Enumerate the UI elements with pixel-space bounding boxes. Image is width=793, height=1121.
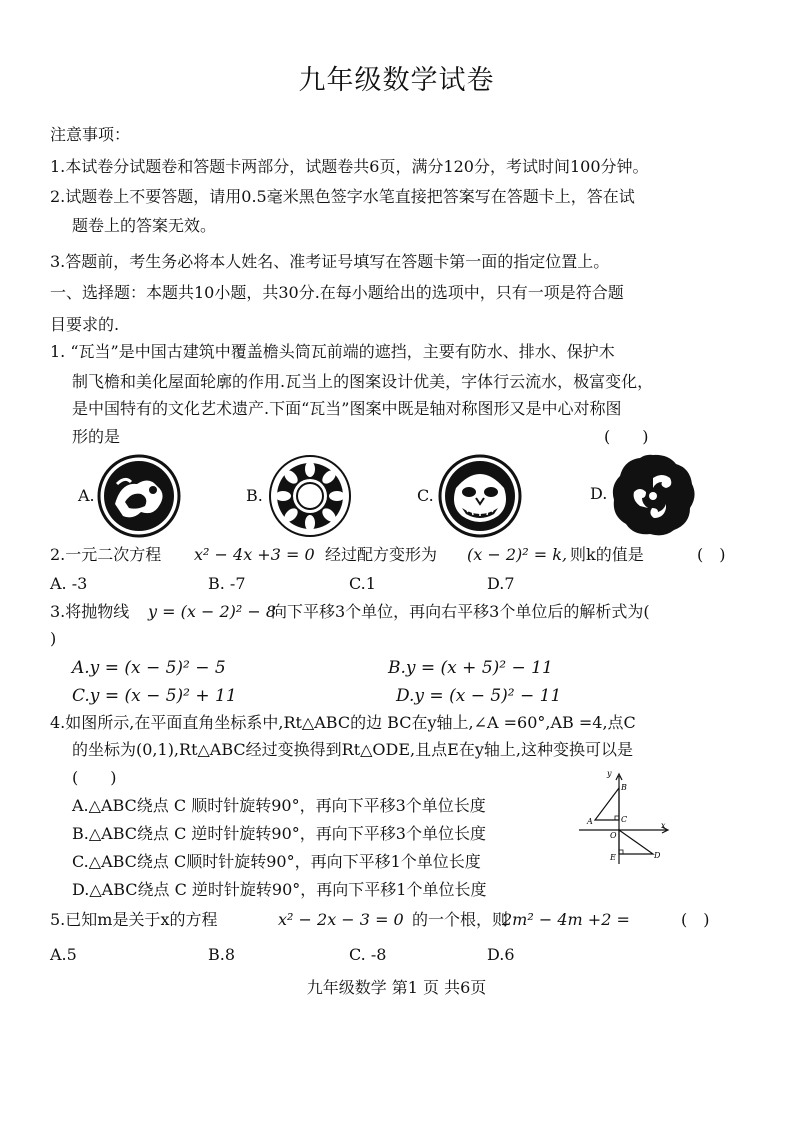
section-heading-cont: 目要求的. — [50, 315, 120, 334]
q2-answer-blank: ( ) — [697, 545, 726, 564]
section-heading: 一、选择题：本题共10小题，共30分.在每小题给出的选项中，只有一项是符合题 — [50, 283, 624, 302]
q1-option-b-label: B. — [246, 486, 263, 505]
q3-equation: y = (x − 2)² − 8 — [148, 602, 277, 621]
q3-suffix: 向下平移3个单位，再向右平移3个单位后的解析式为( — [271, 602, 650, 621]
q1-answer-blank: ( ) — [604, 427, 649, 446]
tile-c-image — [438, 454, 522, 538]
q2-option-a: A. -3 — [50, 574, 88, 593]
q5-option-c: C. -8 — [349, 945, 387, 964]
label-o: O — [610, 831, 617, 840]
label-b: B — [621, 783, 627, 792]
label-e: E — [610, 853, 616, 862]
q1-line-2: 制飞檐和美化屋面轮廓的作用.瓦当上的图案设计优美，字体行云流水，极富变化， — [72, 372, 654, 391]
tile-a-image — [97, 454, 181, 538]
notice-item-2-cont: 题卷上的答案无效。 — [72, 216, 217, 235]
q4-answer-blank: ( ) — [72, 768, 117, 787]
q2-equation-2: (x − 2)² = k, — [467, 545, 568, 564]
q3-prefix: 3.将抛物线 — [50, 602, 130, 621]
q4-line-2: 的坐标为(0,1),Rt△ABC经过变换得到Rt△ODE,且点E在y轴上,这种变换可以是 — [72, 740, 633, 759]
q4-option-d: D.△ABC绕点 C 逆时针旋转90°，再向下平移1个单位长度 — [72, 880, 487, 899]
q5-answer-blank: ( ) — [681, 910, 710, 929]
q2-option-d: D.7 — [487, 574, 515, 593]
q5-expression: 2m² − 4m +2 = — [502, 910, 630, 929]
q4-option-c: C.△ABC绕点 C顺时针旋转90°，再向下平移1个单位长度 — [72, 852, 481, 871]
q1-line-3: 是中国特有的文化艺术遗产.下面“瓦当”图案中既是轴对称图形又是中心对称图 — [72, 399, 622, 418]
label-y: y — [607, 769, 612, 778]
q3-suffix-cont: ) — [50, 629, 57, 648]
tile-b-image — [268, 454, 352, 538]
q2-prefix: 2.一元二次方程 — [50, 545, 162, 564]
q3-option-b: B.y = (x + 5)² − 11 — [388, 658, 553, 678]
notice-item-3: 3.答题前，考生务必将本人姓名、准考证号填写在答题卡第一面的指定位置上。 — [50, 252, 610, 271]
q3-option-d: D.y = (x − 5)² − 11 — [396, 686, 562, 706]
q2-suffix: 则k的值是 — [570, 545, 644, 564]
q2-mid: 经过配方变形为 — [325, 545, 438, 564]
notice-item-2: 2.试题卷上不要答题，请用0.5毫米黑色签字水笔直接把答案写在答题卡上，答在试 — [50, 187, 635, 206]
q5-option-d: D.6 — [487, 945, 515, 964]
triangle-abc — [595, 788, 619, 820]
q1-option-a-label: A. — [78, 486, 95, 505]
notice-item-1: 1.本试卷分试题卷和答题卡两部分，试题卷共6页，满分120分，考试时间100分钟。 — [50, 157, 649, 176]
tile-d-image — [610, 452, 696, 538]
page-title: 九年级数学试卷 — [298, 65, 495, 96]
page-footer: 九年级数学 第1 页 共6页 — [306, 978, 487, 997]
q5-option-a: A.5 — [50, 945, 77, 964]
label-d: D — [654, 851, 661, 860]
q3-option-a: A.y = (x − 5)² − 5 — [72, 658, 226, 678]
notice-heading: 注意事项： — [50, 125, 131, 144]
q4-coordinate-figure — [575, 768, 675, 868]
q1-option-c-label: C. — [417, 486, 434, 505]
q3-option-c: C.y = (x − 5)² + 11 — [72, 686, 237, 706]
q4-option-a: A.△ABC绕点 C 顺时针旋转90°，再向下平移3个单位长度 — [72, 796, 486, 815]
label-x: x — [661, 821, 666, 830]
q5-mid: 的一个根，则 — [412, 910, 509, 929]
label-a: A — [587, 817, 593, 826]
q5-option-b: B.8 — [208, 945, 236, 964]
q1-line-1: 1. “瓦当”是中国古建筑中覆盖檐头筒瓦前端的遮挡，主要有防水、排水、保护木 — [50, 342, 615, 361]
triangle-ode — [619, 830, 653, 854]
label-c: C — [621, 815, 628, 824]
q1-line-4: 形的是 — [72, 427, 121, 446]
q2-option-c: C.1 — [349, 574, 376, 593]
q1-option-d-label: D. — [590, 484, 608, 503]
q5-prefix: 5.已知m是关于x的方程 — [50, 910, 218, 929]
q4-line-1: 4.如图所示,在平面直角坐标系中,Rt△ABC的边 BC在y轴上,∠A =60°,AB =4,点C — [50, 713, 636, 732]
q5-equation: x² − 2x − 3 = 0 — [278, 910, 404, 929]
q4-option-b: B.△ABC绕点 C 逆时针旋转90°，再向下平移3个单位长度 — [72, 824, 486, 843]
q2-option-b: B. -7 — [208, 574, 246, 593]
q2-equation: x² − 4x +3 = 0 — [194, 545, 315, 564]
